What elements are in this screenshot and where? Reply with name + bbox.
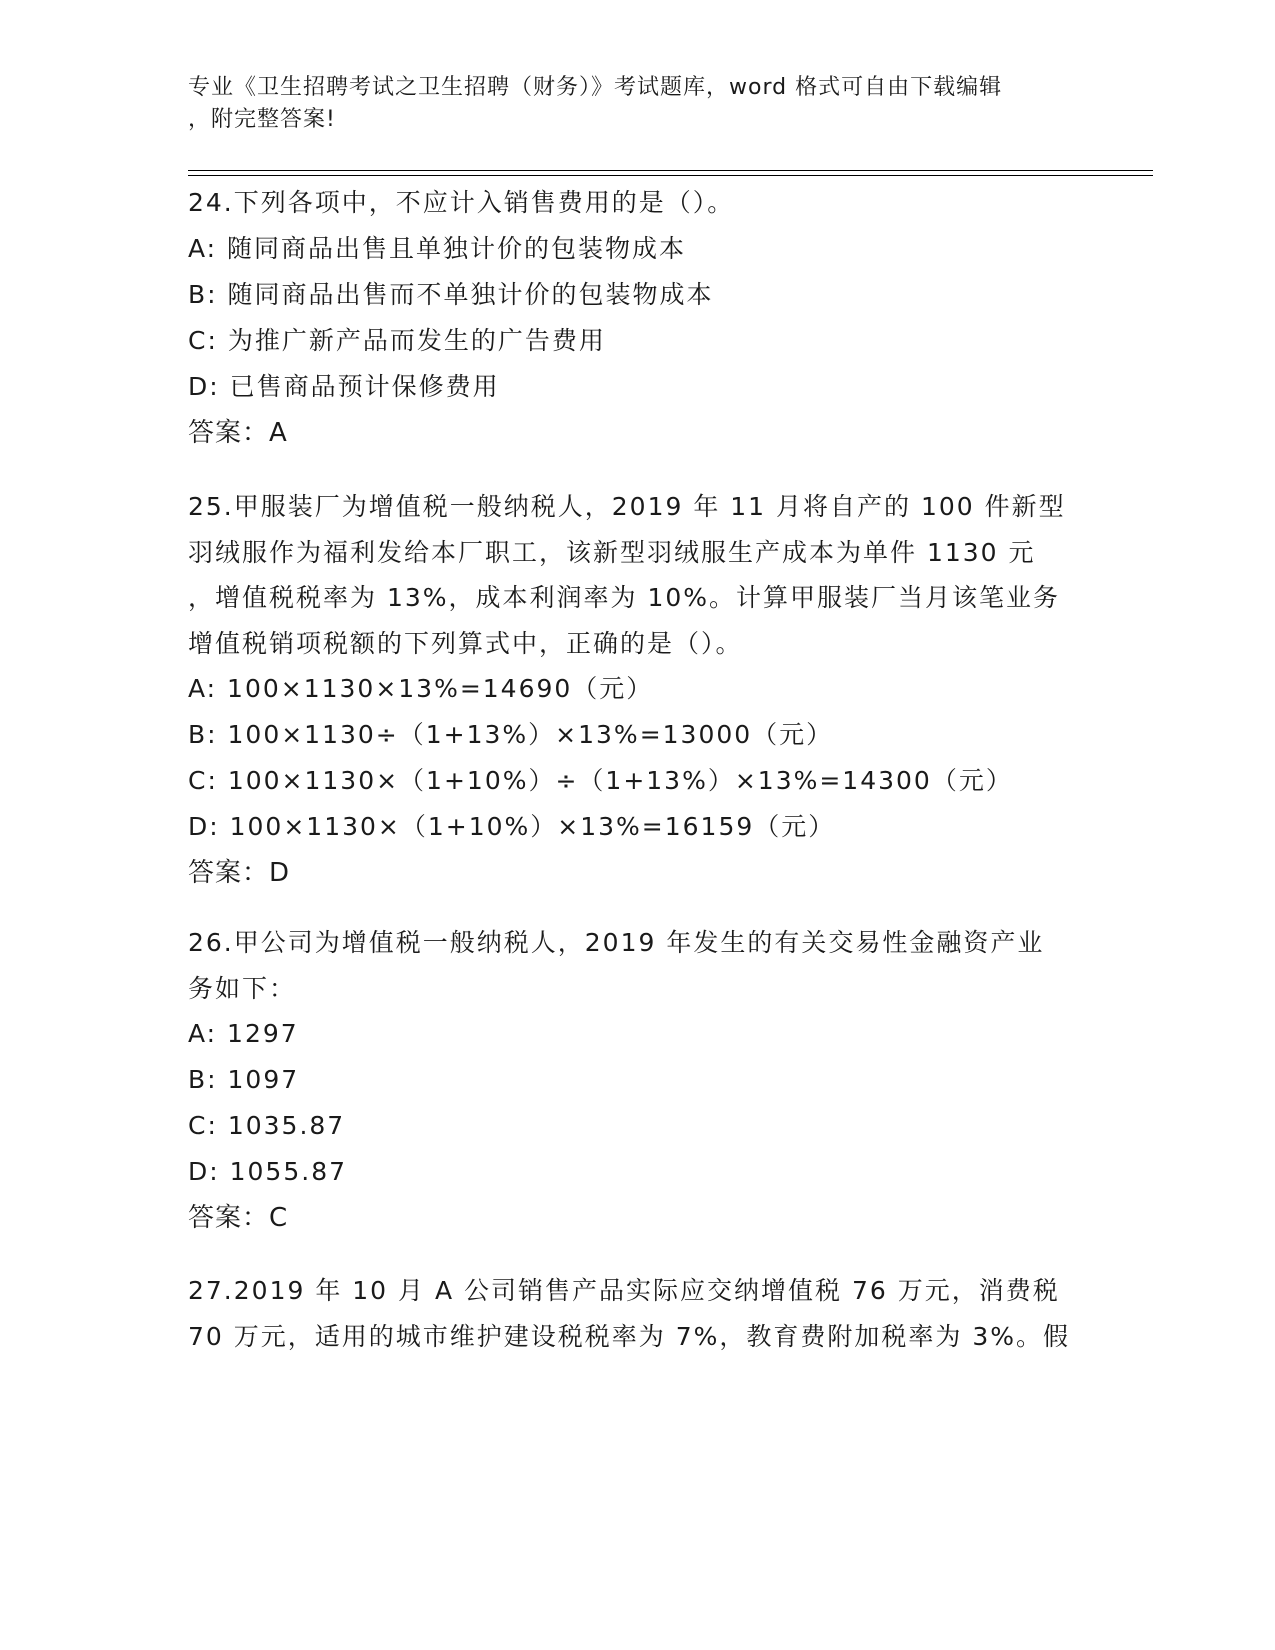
header-line-1: 专业《卫生招聘考试之卫生招聘（财务）》考试题库，word 格式可自由下载编辑 [188, 75, 1003, 100]
option-d: D: 1055.87 [188, 1157, 348, 1186]
question-27 [188, 1268, 1088, 1359]
stem-line: 25.甲服装厂为增值税一般纳税人，2019 年 11 月将自产的 100 件新型 [188, 492, 1066, 521]
stem-line: 26.甲公司为增值税一般纳税人，2019 年发生的有关交易性金融资产业 [188, 928, 1045, 957]
option-c: C: 1035.87 [188, 1111, 346, 1140]
document-header [188, 72, 1088, 136]
option-a: A: 1297 [188, 1019, 299, 1048]
option-d: D: 100×1130×（1+10%）×13%=16159（元） [188, 812, 836, 841]
stem-line: 务如下： [188, 973, 297, 1003]
question-26 [188, 920, 1088, 1241]
option-d: D: 已售商品预计保修费用 [188, 371, 500, 401]
stem-line: 羽绒服作为福利发给本厂职工，该新型羽绒服生产成本为单件 1130 元 [188, 537, 1036, 567]
option-b: B: 1097 [188, 1065, 300, 1094]
option-c: C: 100×1130×（1+10%）÷（1+13%）×13%=14300（元） [188, 766, 1013, 795]
stem-line: ，增值税税率为 13%，成本利润率为 10%。计算甲服装厂当月该笔业务 [188, 583, 1061, 612]
question-stem [188, 1268, 1088, 1359]
question-24 [188, 180, 1088, 456]
stem-line: 增值税销项税额的下列算式中，正确的是（）。 [188, 628, 743, 658]
answer-label: 答案：A [188, 417, 288, 448]
option-c: C: 为推广新产品而发生的广告费用 [188, 325, 606, 355]
option-a: A: 100×1130×13%=14690（元） [188, 674, 654, 703]
answer-label: 答案：C [188, 1203, 289, 1233]
question-stem [188, 920, 1088, 1011]
header-line-2: ，附完整答案! [188, 107, 336, 132]
option-b: B: 100×1130÷（1+13%）×13%=13000（元） [188, 720, 834, 749]
header-rule-top [188, 170, 1153, 171]
stem-line: 24.下列各项中，不应计入销售费用的是（）。 [188, 188, 735, 217]
question-stem [188, 180, 1088, 226]
answer-label: 答案：D [188, 858, 291, 888]
question-stem [188, 484, 1088, 666]
stem-line: 27.2019 年 10 月 A 公司销售产品实际应交纳增值税 76 万元，消费税 [188, 1276, 1060, 1305]
question-25 [188, 484, 1088, 896]
option-b: B: 随同商品出售而不单独计价的包装物成本 [188, 279, 714, 309]
header-rule-bottom [188, 175, 1153, 176]
option-a: A: 随同商品出售且单独计价的包装物成本 [188, 233, 687, 263]
stem-line: 70 万元，适用的城市维护建设税税率为 7%，教育费附加税率为 3%。假 [188, 1321, 1070, 1351]
